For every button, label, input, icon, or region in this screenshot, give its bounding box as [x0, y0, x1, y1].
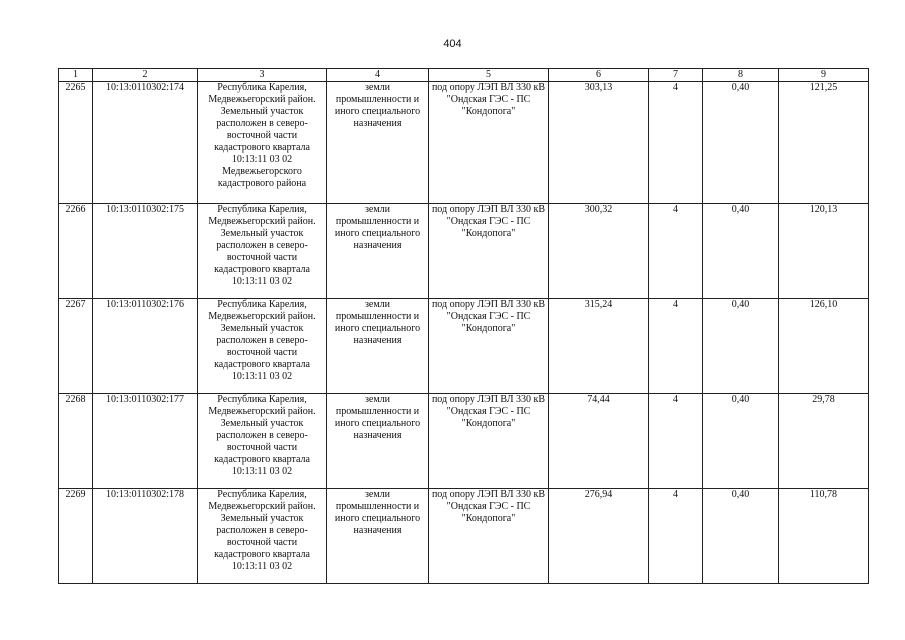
cadastral-number-cell: 10:13:0110302:174 — [93, 82, 198, 204]
table-row — [59, 82, 869, 204]
column-header: 3 — [198, 69, 327, 82]
payment-cell: 29,78 — [779, 394, 869, 489]
cadastral-number-cell: 10:13:0110302:178 — [93, 489, 198, 584]
row-number-cell: 2265 — [59, 82, 93, 204]
column-7-cell: 4 — [649, 299, 703, 394]
payment-cell: 120,13 — [779, 204, 869, 299]
area-cell: 300,32 — [549, 204, 649, 299]
row-number-cell: 2269 — [59, 489, 93, 584]
row-number-cell: 2267 — [59, 299, 93, 394]
table-row — [59, 394, 869, 489]
rate-cell: 0,40 — [703, 394, 779, 489]
land-category-cell: земли промышленности и иного специального назначения — [327, 394, 429, 489]
table-row — [59, 299, 869, 394]
cadastral-number-cell: 10:13:0110302:175 — [93, 204, 198, 299]
column-7-cell: 4 — [649, 82, 703, 204]
land-plot-registry-table — [58, 68, 869, 584]
table-row — [59, 204, 869, 299]
purpose-cell: под опору ЛЭП ВЛ 330 кВ "Ондская ГЭС - ПС "Кондопога" — [429, 204, 549, 299]
rate-cell: 0,40 — [703, 82, 779, 204]
land-category-cell: земли промышленности и иного специального назначения — [327, 204, 429, 299]
rate-cell: 0,40 — [703, 204, 779, 299]
area-cell: 74,44 — [549, 394, 649, 489]
land-category-cell: земли промышленности и иного специального назначения — [327, 299, 429, 394]
land-category-cell: земли промышленности и иного специального назначения — [327, 82, 429, 204]
column-header: 8 — [703, 69, 779, 82]
location-cell: Республика Карелия, Медвежьегорский район. Земельный участок расположен в северо-восточной части кадастрового квартала 10:13:11 03 02 — [198, 204, 327, 299]
location-cell: Республика Карелия, Медвежьегорский район. Земельный участок расположен в северо-восточной части кадастрового квартала 10:13:11 03 02 — [198, 299, 327, 394]
column-header: 6 — [549, 69, 649, 82]
area-cell: 315,24 — [549, 299, 649, 394]
cadastral-number-cell: 10:13:0110302:177 — [93, 394, 198, 489]
column-header: 1 — [59, 69, 93, 82]
location-cell: Республика Карелия, Медвежьегорский район. Земельный участок расположен в северо-восточной части кадастрового квартала 10:13:11 03 02 — [198, 394, 327, 489]
column-header: 7 — [649, 69, 703, 82]
payment-cell: 110,78 — [779, 489, 869, 584]
land-category-cell: земли промышленности и иного специального назначения — [327, 489, 429, 584]
row-number-cell: 2268 — [59, 394, 93, 489]
column-header: 2 — [93, 69, 198, 82]
column-header: 4 — [327, 69, 429, 82]
purpose-cell: под опору ЛЭП ВЛ 330 кВ "Ондская ГЭС - ПС "Кондопога" — [429, 394, 549, 489]
cadastral-number-cell: 10:13:0110302:176 — [93, 299, 198, 394]
payment-cell: 126,10 — [779, 299, 869, 394]
area-cell: 276,94 — [549, 489, 649, 584]
purpose-cell: под опору ЛЭП ВЛ 330 кВ "Ондская ГЭС - ПС "Кондопога" — [429, 299, 549, 394]
column-7-cell: 4 — [649, 394, 703, 489]
column-number-row — [59, 69, 869, 82]
payment-cell: 121,25 — [779, 82, 869, 204]
column-header: 5 — [429, 69, 549, 82]
column-header: 9 — [779, 69, 869, 82]
row-number-cell: 2266 — [59, 204, 93, 299]
location-cell: Республика Карелия, Медвежьегорский район. Земельный участок расположен в северо-восточной части кадастрового квартала 10:13:11 03 02 Медвежьегорского кадастрового района — [198, 82, 327, 204]
location-cell: Республика Карелия, Медвежьегорский район. Земельный участок расположен в северо-восточной части кадастрового квартала 10:13:11 03 02 — [198, 489, 327, 584]
page-number: 404 — [443, 38, 462, 50]
rate-cell: 0,40 — [703, 489, 779, 584]
column-7-cell: 4 — [649, 489, 703, 584]
purpose-cell: под опору ЛЭП ВЛ 330 кВ "Ондская ГЭС - ПС "Кондопога" — [429, 82, 549, 204]
area-cell: 303,13 — [549, 82, 649, 204]
purpose-cell: под опору ЛЭП ВЛ 330 кВ "Ондская ГЭС - ПС "Кондопога" — [429, 489, 549, 584]
column-7-cell: 4 — [649, 204, 703, 299]
table-row — [59, 489, 869, 584]
rate-cell: 0,40 — [703, 299, 779, 394]
